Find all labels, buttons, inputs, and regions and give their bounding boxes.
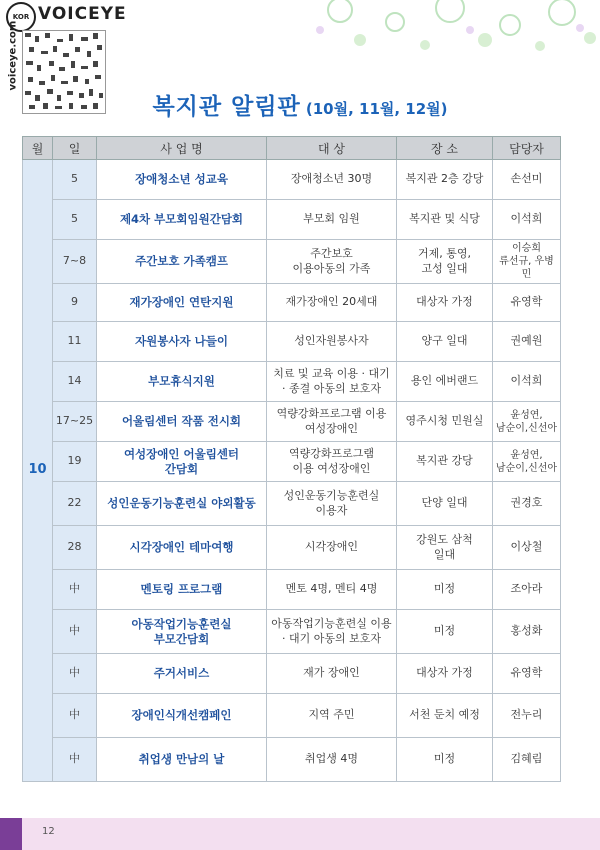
manager-cell: 유영학 xyxy=(493,284,561,322)
manager-cell: 윤성연, 남순이,신선아 xyxy=(493,442,561,482)
manager-cell: 전누리 xyxy=(493,694,561,738)
manager-cell: 이승희 류선규, 우병민 xyxy=(493,240,561,284)
table-row xyxy=(23,322,561,362)
header-manager: 담당자 xyxy=(493,137,561,160)
day-cell: 7~8 xyxy=(53,240,97,284)
table-row xyxy=(23,610,561,654)
place-cell: 거제, 통영, 고성 일대 xyxy=(397,240,493,284)
program-name-cell: 성인운동기능훈련실 야외활동 xyxy=(97,482,267,526)
place-cell: 강원도 삼척 일대 xyxy=(397,526,493,570)
schedule-table xyxy=(22,136,561,782)
day-cell: 11 xyxy=(53,322,97,362)
manager-cell: 유영학 xyxy=(493,654,561,694)
place-cell: 양구 일대 xyxy=(397,322,493,362)
header-month: 월 xyxy=(23,137,53,160)
program-name-cell: 재가장애인 연탄지원 xyxy=(97,284,267,322)
place-cell: 복지관 2층 강당 xyxy=(397,160,493,200)
manager-cell: 이석희 xyxy=(493,200,561,240)
place-cell: 대상자 가정 xyxy=(397,284,493,322)
place-cell: 미정 xyxy=(397,570,493,610)
table-row xyxy=(23,200,561,240)
manager-cell: 홍성화 xyxy=(493,610,561,654)
place-cell: 복지관 강당 xyxy=(397,442,493,482)
place-cell: 미정 xyxy=(397,610,493,654)
header-program: 사 업 명 xyxy=(97,137,267,160)
target-cell: 재가장애인 20세대 xyxy=(267,284,397,322)
header-day: 일 xyxy=(53,137,97,160)
target-cell: 취업생 4명 xyxy=(267,738,397,782)
target-cell: 멘토 4명, 멘티 4명 xyxy=(267,570,397,610)
kor-badge: KOR xyxy=(6,2,36,32)
title-sub: (10월, 11월, 12월) xyxy=(305,100,448,118)
table-row xyxy=(23,362,561,402)
day-cell: 28 xyxy=(53,526,97,570)
title-main: 복지관 알림판 xyxy=(152,94,301,120)
day-cell: 5 xyxy=(53,160,97,200)
program-name-cell: 아동작업기능훈련실 부모간담회 xyxy=(97,610,267,654)
site-url: voiceye.com xyxy=(7,20,19,91)
table-row xyxy=(23,570,561,610)
target-cell: 성인운동기능훈련실 이용자 xyxy=(267,482,397,526)
manager-cell: 조아라 xyxy=(493,570,561,610)
program-name-cell: 자원봉사자 나들이 xyxy=(97,322,267,362)
target-cell: 역량강화프로그램 이용 여성장애인 xyxy=(267,402,397,442)
target-cell: 부모회 임원 xyxy=(267,200,397,240)
brand-name: VOICEYE xyxy=(38,4,127,24)
footer-accent xyxy=(0,818,22,850)
table-header-row xyxy=(23,137,561,160)
program-name-cell: 여성장애인 어울림센터 간담회 xyxy=(97,442,267,482)
place-cell: 영주시청 민원실 xyxy=(397,402,493,442)
program-name-cell: 제4차 부모회임원간담회 xyxy=(97,200,267,240)
program-name-cell: 멘토링 프로그램 xyxy=(97,570,267,610)
header-place: 장 소 xyxy=(397,137,493,160)
target-cell: 치료 및 교육 이용 · 대기 · 종결 아동의 보호자 xyxy=(267,362,397,402)
manager-cell: 권예원 xyxy=(493,322,561,362)
place-cell: 단양 일대 xyxy=(397,482,493,526)
page-title xyxy=(0,88,600,121)
day-cell: 5 xyxy=(53,200,97,240)
program-name-cell: 장애인식개선캠페인 xyxy=(97,694,267,738)
manager-cell: 손선미 xyxy=(493,160,561,200)
day-cell: 中 xyxy=(53,694,97,738)
program-name-cell: 주간보호 가족캠프 xyxy=(97,240,267,284)
day-cell: 中 xyxy=(53,610,97,654)
target-cell: 시각장애인 xyxy=(267,526,397,570)
target-cell: 성인자원봉사자 xyxy=(267,322,397,362)
program-name-cell: 어울림센터 작품 전시회 xyxy=(97,402,267,442)
manager-cell: 이상철 xyxy=(493,526,561,570)
table-row xyxy=(23,442,561,482)
floral-decoration xyxy=(300,0,600,60)
day-cell: 19 xyxy=(53,442,97,482)
program-name-cell: 취업생 만남의 날 xyxy=(97,738,267,782)
manager-cell: 윤성연, 남순이,신선아 xyxy=(493,402,561,442)
target-cell: 재가 장애인 xyxy=(267,654,397,694)
table-row xyxy=(23,654,561,694)
table-row xyxy=(23,402,561,442)
table-row xyxy=(23,284,561,322)
page-number: 12 xyxy=(42,826,55,837)
table-row xyxy=(23,482,561,526)
day-cell: 中 xyxy=(53,738,97,782)
table-row xyxy=(23,694,561,738)
target-cell: 아동작업기능훈련실 이용 · 대기 아동의 보호자 xyxy=(267,610,397,654)
target-cell: 주간보호 이용아동의 가족 xyxy=(267,240,397,284)
table-row xyxy=(23,240,561,284)
program-name-cell: 장애청소년 성교육 xyxy=(97,160,267,200)
place-cell: 미정 xyxy=(397,738,493,782)
program-name-cell: 시각장애인 테마여행 xyxy=(97,526,267,570)
program-name-cell: 부모휴식지원 xyxy=(97,362,267,402)
program-name-cell: 주거서비스 xyxy=(97,654,267,694)
day-cell: 9 xyxy=(53,284,97,322)
table-body xyxy=(23,160,561,782)
manager-cell: 권경호 xyxy=(493,482,561,526)
place-cell: 대상자 가정 xyxy=(397,654,493,694)
manager-cell: 이석희 xyxy=(493,362,561,402)
manager-cell: 김혜림 xyxy=(493,738,561,782)
day-cell: 22 xyxy=(53,482,97,526)
place-cell: 서천 둔치 예정 xyxy=(397,694,493,738)
place-cell: 용인 에버랜드 xyxy=(397,362,493,402)
day-cell: 中 xyxy=(53,654,97,694)
target-cell: 역량강화프로그램 이용 여성장애인 xyxy=(267,442,397,482)
day-cell: 中 xyxy=(53,570,97,610)
day-cell: 17~25 xyxy=(53,402,97,442)
target-cell: 장애청소년 30명 xyxy=(267,160,397,200)
table-row xyxy=(23,526,561,570)
table-row xyxy=(23,160,561,200)
target-cell: 지역 주민 xyxy=(267,694,397,738)
place-cell: 복지관 및 식당 xyxy=(397,200,493,240)
header-target: 대 상 xyxy=(267,137,397,160)
day-cell: 14 xyxy=(53,362,97,402)
footer-bar xyxy=(0,818,600,850)
month-cell: 10 xyxy=(23,160,53,782)
table-row xyxy=(23,738,561,782)
